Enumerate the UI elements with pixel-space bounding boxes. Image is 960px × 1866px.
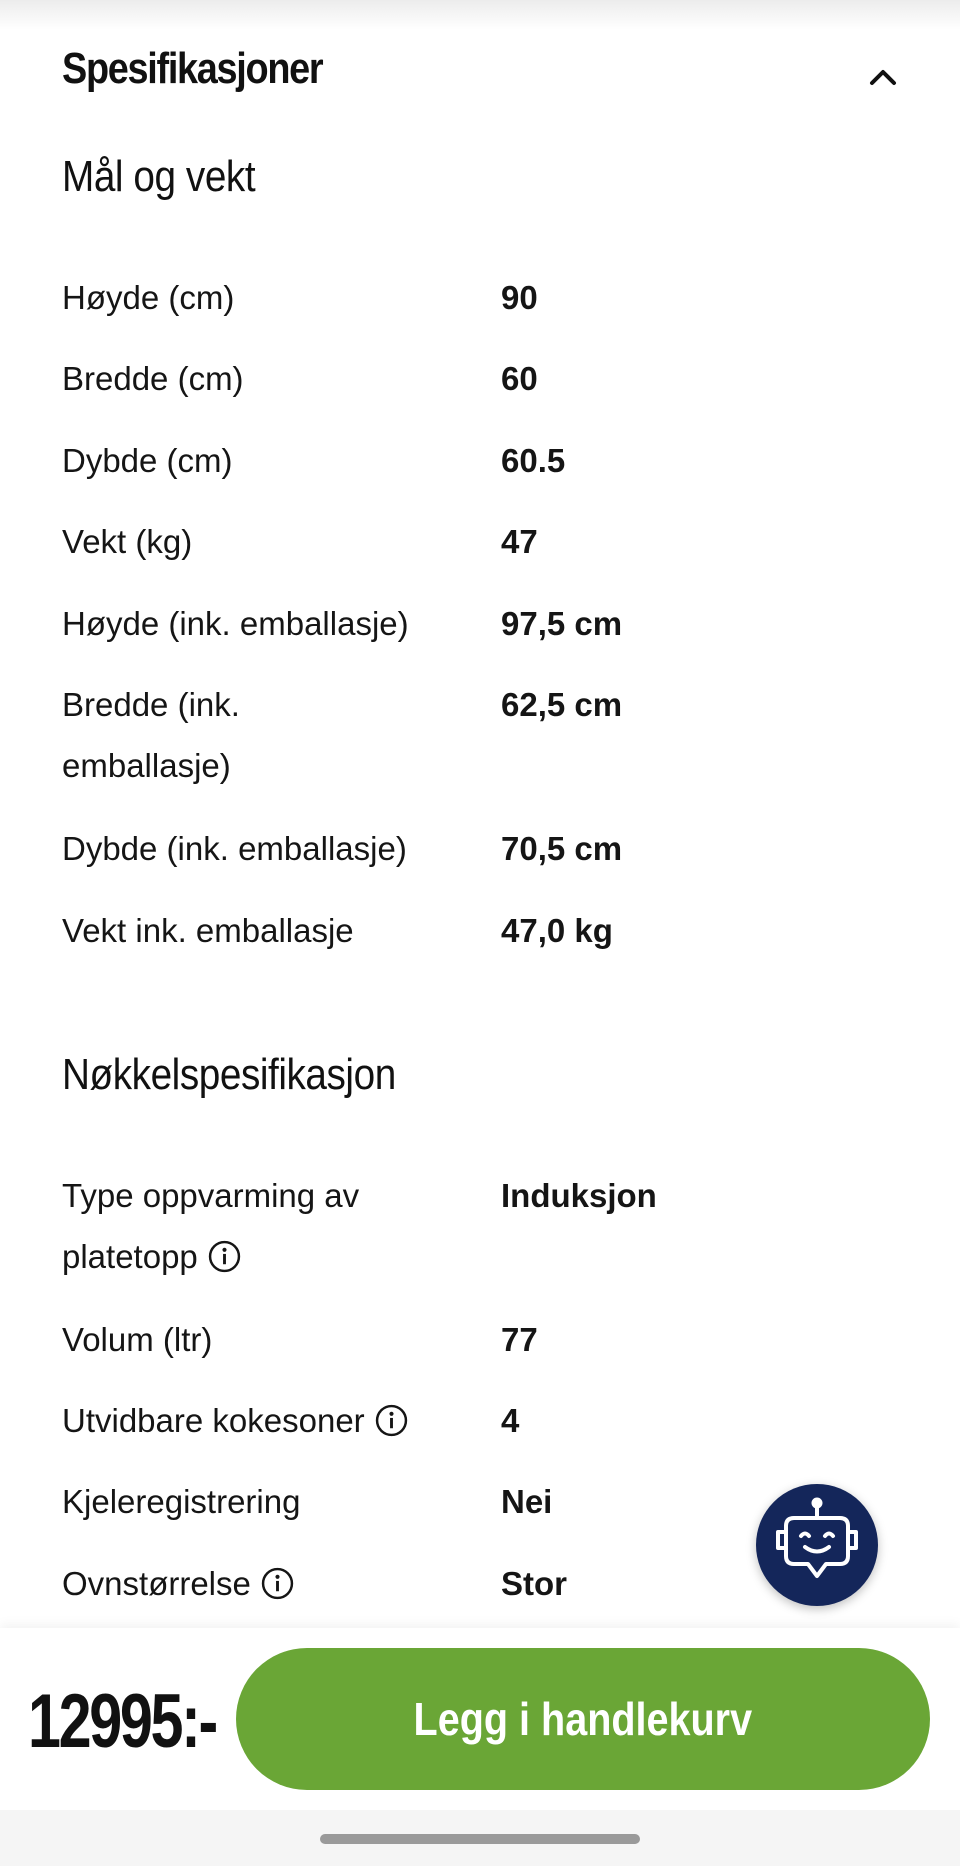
info-icon[interactable] — [208, 1240, 241, 1273]
spec-label-text: Ovnstørrelse — [62, 1565, 251, 1602]
top-shadow — [0, 0, 960, 30]
add-to-cart-button[interactable] — [236, 1648, 930, 1790]
spec-value: 47 — [501, 523, 538, 560]
info-icon[interactable] — [261, 1567, 294, 1600]
spec-value: 97,5 cm — [501, 605, 623, 642]
spec-label-text: Type oppvarming av platetopp — [62, 1177, 360, 1275]
spec-label: Bredde (cm) — [62, 360, 244, 397]
spec-value: 62,5 cm — [501, 686, 623, 723]
section-title-key-specs: Nøkkelspesifikasjon — [62, 1050, 396, 1099]
spec-label — [62, 1390, 482, 1451]
spec-label: Høyde (cm) — [62, 279, 235, 316]
spec-value: 4 — [501, 1402, 520, 1439]
spec-label: Kjeleregistrering — [62, 1483, 301, 1520]
spec-label: Høyde (ink. emballasje) — [62, 605, 409, 642]
chevron-up-icon[interactable] — [868, 62, 898, 92]
accordion-title: Spesifikasjoner — [62, 44, 323, 93]
chat-assistant-button[interactable] — [756, 1484, 878, 1606]
spec-value: Nei — [501, 1483, 553, 1520]
spec-label: Vekt ink. emballasje — [62, 912, 354, 949]
spec-value: 60.5 — [501, 442, 566, 479]
spec-value: 47,0 kg — [501, 912, 613, 949]
spec-label: Volum (ltr) — [62, 1321, 213, 1358]
spec-label: Dybde (cm) — [62, 442, 233, 479]
spec-value: 70,5 cm — [501, 830, 623, 867]
home-indicator-area — [0, 1810, 960, 1866]
spec-label: Bredde (ink. emballasje) — [62, 686, 240, 784]
spec-value: 77 — [501, 1321, 538, 1358]
purchase-bar — [0, 1628, 960, 1810]
spec-label: Vekt (kg) — [62, 523, 193, 560]
add-to-cart-label: Legg i handlekurv — [413, 1693, 753, 1745]
spec-label — [62, 1553, 462, 1614]
spec-value: 90 — [501, 279, 538, 316]
spec-label — [62, 1165, 442, 1287]
home-indicator[interactable] — [320, 1834, 640, 1844]
robot-assistant-icon — [756, 1484, 878, 1606]
spec-value: Stor — [501, 1565, 567, 1602]
spec-value: Induksjon — [501, 1177, 657, 1214]
spec-label-text: Utvidbare kokesoner — [62, 1402, 365, 1439]
spec-value: 60 — [501, 360, 538, 397]
specifications-accordion-header[interactable] — [0, 30, 960, 115]
section-title-dimensions: Mål og vekt — [62, 152, 256, 201]
price: 12995:- — [28, 1679, 216, 1764]
spec-label: Dybde (ink. emballasje) — [62, 830, 407, 867]
info-icon[interactable] — [375, 1404, 408, 1437]
